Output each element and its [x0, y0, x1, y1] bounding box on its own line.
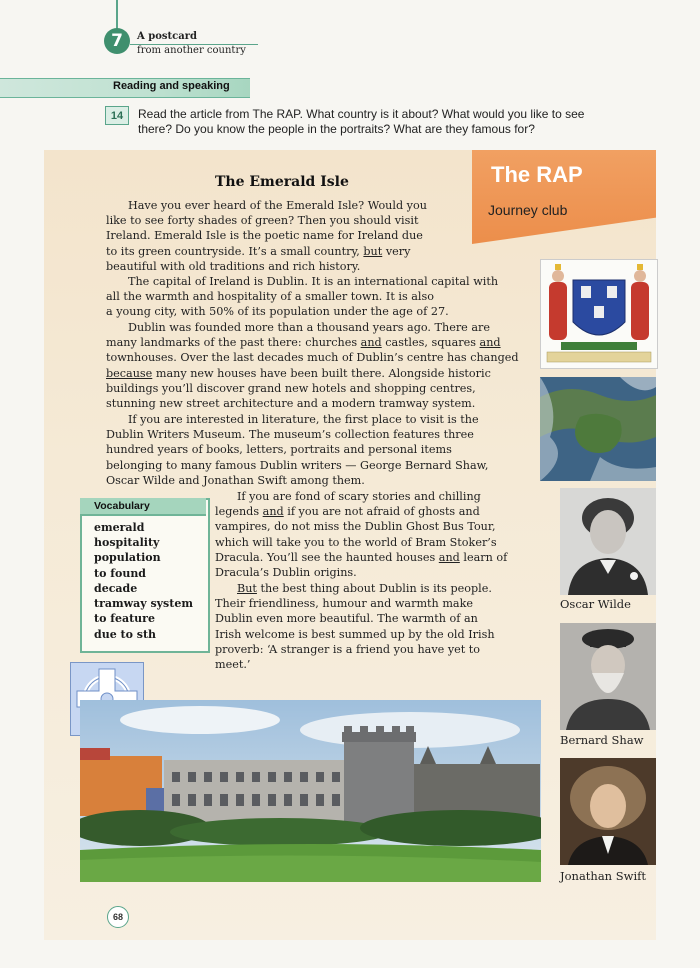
task-line-2: there? Do you know the people in the portraits? What are they famous for?	[138, 122, 535, 136]
caption-jonathan-swift: Jonathan Swift	[560, 869, 647, 883]
paragraph-5: If you are fond of scary stories and chilling legends and if you are not afraid of ghosts and vampires, do not miss the Dublin Ghost Bus Tour, which will take you to the world of Bram Stoker’s Dracula. You’ll see the haunted houses and learn of Dracula’s Dublin origins.	[215, 490, 508, 580]
paragraph-4: If you are interested in literature, the first place to visit is the Dublin Writers Museum. The museum’s collection features three hundred years of books, letters, portraits and personal items belonging to many famous Dublin writers — George Bernard Shaw, Oscar Wilde and Jonathan Swift among them.	[106, 413, 489, 487]
portrait-bernard-shaw	[560, 623, 656, 730]
unit-subtitle: from another country	[137, 45, 246, 56]
vocab-item: to found	[94, 567, 147, 580]
portrait-oscar-wilde	[560, 488, 656, 595]
paragraph-3: Dublin was founded more than a thousand years ago. There are many landmarks of the past there: churches and castles, squares and townhouses. Over the last decades much of Dublin’s centre has changed because many new houses have been built there. Alongside historic buildings you’ll discover grand new hotels and shopping centres, stunning new street architecture and a modern tramway system.	[106, 321, 519, 411]
caption-oscar-wilde: Oscar Wilde	[560, 597, 631, 611]
paragraph-6: But the best thing about Dublin is its people. Their friendliness, humour and warmth make Dublin even more beautiful. The warmth of an Irish welcome is best summed up by the old Irish proverb: ‘A stranger is a friend you have yet to meet.’	[215, 582, 495, 672]
vocabulary-heading: Vocabulary	[94, 500, 150, 512]
dublin-coat-of-arms	[540, 259, 658, 369]
portrait-icon	[560, 488, 656, 595]
portrait-icon	[560, 623, 656, 730]
article-title: The Emerald Isle	[215, 174, 349, 190]
dublin-castle-image	[80, 700, 541, 882]
vocab-item: decade	[94, 582, 138, 595]
portrait-jonathan-swift	[560, 758, 656, 865]
vocab-item: due to sth	[94, 628, 157, 641]
page-number: 68	[107, 906, 129, 928]
paragraph-2: The capital of Ireland is Dublin. It is an international capital with all the warmth and hospitality of a smaller town. It is also a young city, with 50% of its population under the age of 27.	[106, 275, 499, 319]
task-line-1: Read the article from The RAP. What country is it about? What would you like to see	[138, 107, 585, 121]
vocab-item: population	[94, 551, 161, 564]
exercise-task	[138, 107, 658, 137]
vocab-item: tramway system	[94, 597, 193, 610]
exercise-number: 14	[105, 106, 129, 125]
unit-title: A postcard	[137, 31, 197, 42]
caption-bernard-shaw: Bernard Shaw	[560, 733, 644, 747]
section-label: Reading and speaking	[113, 80, 230, 92]
paragraph-1: Have you ever heard of the Emerald Isle? Would you like to see forty shades of green? Then you should visit Ireland. Emerald Isle is the poetic name for Ireland due to its green countryside. It’s a small country, but very beautiful with old traditions and rich history.	[106, 199, 427, 273]
vocab-item: hospitality	[94, 536, 160, 549]
satellite-map-icon	[540, 377, 656, 481]
rap-subtitle: Journey club	[488, 202, 568, 218]
vocab-item: emerald	[94, 521, 145, 534]
rap-title: The RAP	[491, 162, 583, 187]
dublin-castle-photo	[80, 700, 541, 882]
portrait-icon	[560, 758, 656, 865]
vocab-item: to feature	[94, 612, 155, 625]
coat-of-arms-icon	[541, 260, 657, 368]
unit-line	[116, 0, 118, 30]
unit-number-badge: 7	[104, 28, 130, 54]
ireland-satellite-map	[540, 377, 656, 481]
